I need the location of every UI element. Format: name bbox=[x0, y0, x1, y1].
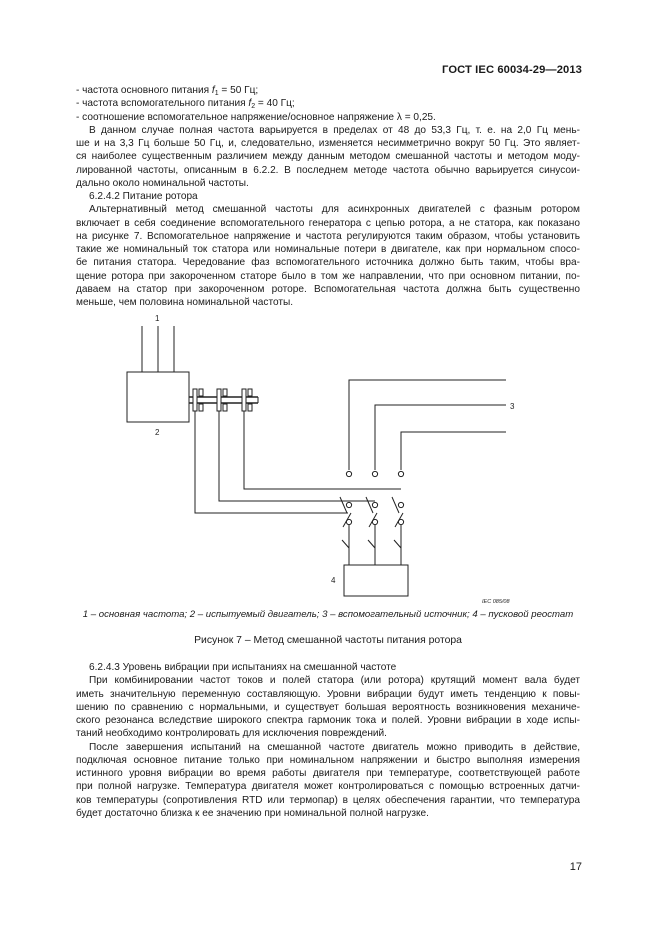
paragraph-line: при полной нагрузке. Температура двигателя может контролироваться с помощью встроенных датчи- bbox=[76, 781, 580, 793]
figure-title: Рисунок 7 – Метод смешанной частоты питания ротора bbox=[194, 635, 462, 646]
legend-text: – вспомогательный источник; bbox=[327, 609, 473, 620]
legend-text: – основная частота; bbox=[88, 609, 190, 620]
paragraph-line: ков температуры (сопротивления RTD или термопар) в целях обеспечения гарантии, что температура bbox=[76, 794, 580, 806]
section-heading: 6.2.4.2 Питание ротора bbox=[89, 191, 198, 202]
legend-number: 3 bbox=[322, 609, 328, 620]
label-3: 3 bbox=[510, 402, 515, 411]
paragraph-line: При комбинировании частот токов и полей статора (или ротора) крутящий момент вала будет bbox=[89, 675, 580, 687]
section-heading: 6.2.4.3 Уровень вибрации при испытаниях на смешанной частоте bbox=[89, 662, 397, 673]
text-block-bottom bbox=[76, 661, 580, 820]
paragraph-line: такие же номинальный ток статора или номинальные потери в двигателе, как при нормальном спосо- bbox=[76, 244, 580, 255]
page-number: 17 bbox=[569, 861, 582, 873]
paragraph-line: включает в себя соединение вспомогательного генератора с цепью ротора, а не статора, как показано bbox=[76, 217, 580, 229]
legend-number: 4 bbox=[472, 609, 478, 620]
paragraph-line: дально около номинальной частоты. bbox=[76, 177, 249, 189]
paragraph-line: таний необходимо контролировать для исключения повреждений. bbox=[76, 728, 387, 740]
paragraph-line: ся наиболее существенным различием между данным методом смешанной частоты и методом моду- bbox=[76, 151, 580, 163]
paragraph-line: бе питания статора. Чередование фаз вспомогательного источника должно быть таким, чтобы вра- bbox=[76, 257, 580, 269]
paragraph-line: В данном случае полная частота варьируется в пределах от 48 до 53,3 Гц, т. е. на 2,0 Гц мень- bbox=[89, 124, 580, 136]
paragraph-line: ше и на 3,3 Гц больше 50 Гц, и, следовательно, изменяется несимметрично вокруг 50 Гц. Это являет- bbox=[76, 138, 580, 149]
paragraph-line: После завершения испытаний на смешанной частоте двигатель можно приводить в действие, bbox=[89, 741, 580, 753]
paragraph-line: меньше, чем половина номинальной частоты. bbox=[76, 297, 294, 308]
paragraph-line: на рисунке 7. Вспомогательное напряжение и частота регулируются таким образом, чтобы установить bbox=[76, 230, 580, 242]
list-item-main-frequency: - частота основного питания $f_1 = 50$ Гц; bbox=[76, 85, 259, 97]
label-4: 4 bbox=[331, 576, 336, 585]
paragraph-line: будет достаточно близка к ее значению при номинальной полной нагрузке. bbox=[76, 807, 429, 819]
paragraph-line: ского резонанса вследствие широкого спектра гармоник тока и полей. Уровни вибрации в ходе испы- bbox=[76, 715, 580, 726]
list-item-aux-frequency: - частота вспомогательного питания $f_2 = 40$ Гц; bbox=[76, 98, 295, 111]
legend-text: – пусковой реостат bbox=[477, 609, 574, 620]
label-2: 2 bbox=[155, 428, 160, 437]
paragraph-line: подключая основное питание только при номинальном напряжении и быстро выполняя измерения bbox=[76, 754, 580, 766]
label-1: 1 bbox=[155, 314, 160, 323]
paragraph-line: шению по сравнению с нормальными, и существует большая вероятность возникновения механиче- bbox=[76, 701, 580, 713]
paragraph-line: лированной частоты, описанным в 6.2.2. В последнем методе частота обычно варьируется синусои- bbox=[76, 164, 580, 176]
legend-text: – испытуемый двигатель; bbox=[195, 609, 323, 620]
paragraph-line: даваем на статор при закороченном роторе. Вспомогательная частота должна быть существенно bbox=[76, 283, 580, 295]
figure-legend bbox=[76, 609, 580, 620]
legend-number: 1 bbox=[82, 609, 89, 620]
text-block-top bbox=[76, 84, 580, 309]
paragraph-line: иметь значительную переменную составляющую. Уровни вибрации будут иметь тенденцию к повы- bbox=[76, 688, 580, 700]
paragraph-line: Альтернативный метод смешанной частоты для асинхронных двигателей с фазным ротором bbox=[89, 204, 580, 216]
legend-number: 2 bbox=[189, 609, 196, 620]
document-header: ГОСТ IEC 60034-29—2013 bbox=[442, 64, 582, 76]
paragraph-line: истинного уровня вибрации во время работы двигателя при температуре, соответствующей работе bbox=[76, 768, 580, 779]
list-item-voltage-ratio: - соотношение вспомогательное напряжение/основное напряжение λ = 0,25. bbox=[76, 111, 436, 123]
iec-reference: IEC 085/08 bbox=[482, 599, 510, 605]
paragraph-line: щение ротора при закороченном статоре было в том же направлении, что при основном питании, по- bbox=[76, 270, 580, 282]
